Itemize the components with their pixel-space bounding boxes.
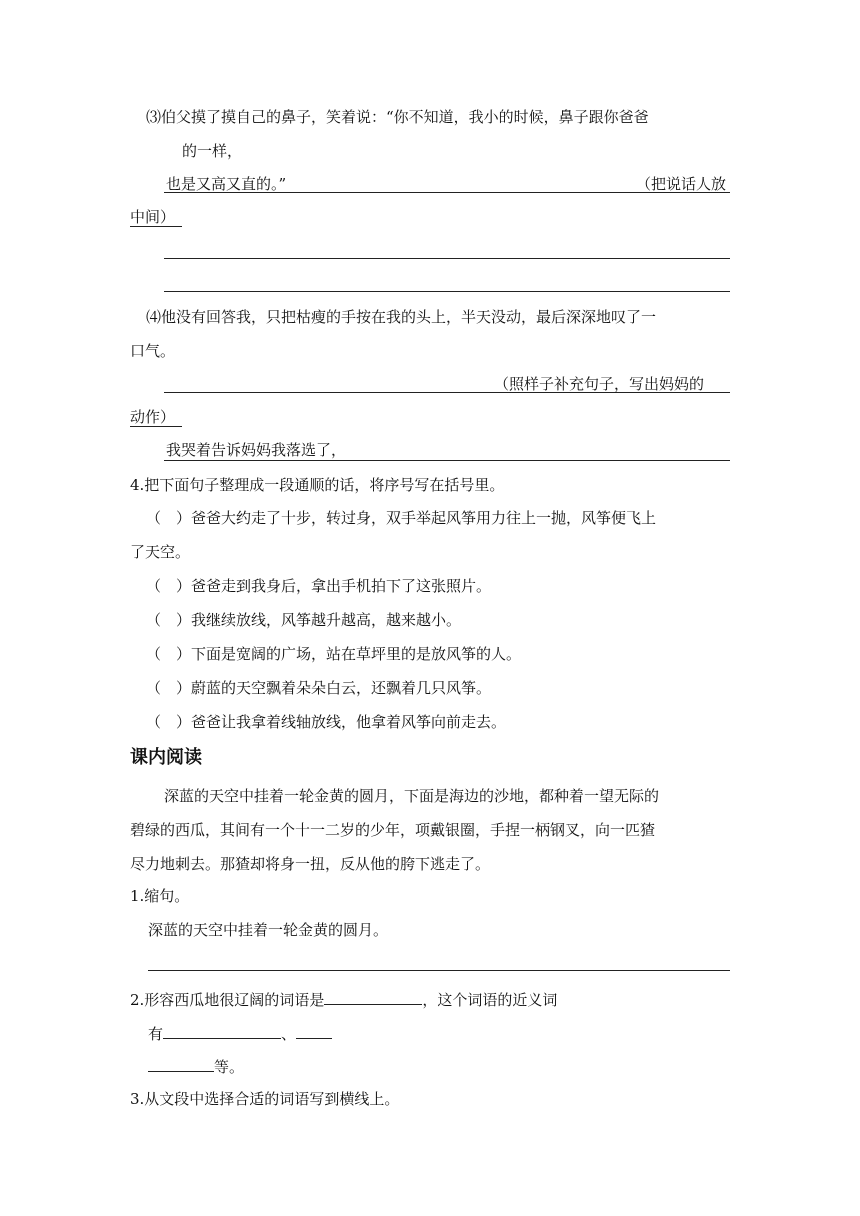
order-text: 爸爸大约走了十步，转过身，双手举起风筝用力往上一抛，风筝便飞上 (191, 509, 657, 527)
order-text: 蔚蓝的天空飘着朵朵白云，还飘着几只风筝。 (191, 679, 492, 697)
order-item[interactable] (146, 678, 491, 698)
reading-q2-part1: 2.形容西瓜地很辽阔的词语是 (130, 991, 325, 1009)
order-text: 爸爸走到我身后，拿出手机拍下了这张照片。 (191, 577, 492, 595)
passage-line2: 碧绿的西瓜，其间有一个十一二岁的少年，项戴银圈，手捏一柄钢叉，向一匹猹 (130, 821, 656, 839)
order-item-continuation: 了天空。 (130, 543, 191, 561)
order-text: 爸爸让我拿着线轴放线，他拿着风筝向前走去。 (191, 713, 507, 731)
reading-q3-title: 3.从文段中选择合适的词语写到横线上。 (130, 1090, 400, 1108)
q3-hint-a: （把说话人放 (636, 175, 727, 193)
fill-blank[interactable] (296, 1022, 332, 1039)
q4-line1: ⑷他没有回答我，只把枯瘦的手按在我的头上，半天没动，最后深深地叹了一 (146, 308, 657, 326)
q3-hint-b: 中间） (130, 208, 176, 226)
order-item[interactable] (146, 576, 491, 596)
answer-line[interactable] (164, 192, 730, 193)
q4-line2: 口气。 (130, 342, 176, 360)
order-bracket[interactable]: （ ） (146, 679, 192, 697)
order-text: 我继续放线，风筝越升越高，越来越小。 (191, 611, 462, 629)
reading-q2-line3 (148, 1055, 244, 1077)
answer-line[interactable] (130, 226, 182, 227)
order-item[interactable] (146, 644, 521, 664)
answer-line[interactable] (164, 258, 730, 259)
section-heading: 课内阅读 (130, 747, 202, 768)
order-bracket[interactable]: （ ） (146, 509, 192, 527)
q3-line1: ⑶伯父摸了摸自己的鼻子，笑着说：“你不知道，我小的时候，鼻子跟你爸爸 (146, 108, 649, 126)
order-bracket[interactable]: （ ） (146, 713, 192, 731)
reading-q2-line2 (148, 1022, 332, 1044)
order-text: 下面是宽阔的广场，站在草坪里的是放风筝的人。 (191, 645, 522, 663)
fill-blank[interactable] (163, 1022, 281, 1039)
answer-line[interactable] (164, 460, 730, 461)
order-bracket[interactable]: （ ） (146, 645, 192, 663)
reading-q2-part2: ，这个词语的近义词 (422, 991, 558, 1009)
reading-q2-prefix: 有 (148, 1025, 164, 1043)
q4-hint-b: 动作） (130, 408, 176, 426)
order-bracket[interactable]: （ ） (146, 577, 192, 595)
reading-q2-end: 等。 (214, 1058, 245, 1076)
order-bracket[interactable]: （ ） (146, 611, 192, 629)
passage-line3: 尽力地刺去。那猹却将身一扭，反从他的胯下逃走了。 (130, 855, 491, 873)
question4-title: 4.把下面句子整理成一段通顺的话，将序号写在括号里。 (130, 476, 505, 494)
answer-line[interactable] (164, 291, 730, 292)
order-item[interactable] (146, 610, 461, 630)
order-item[interactable] (146, 712, 506, 732)
q3-line3: 也是又高又直的。” (166, 175, 287, 193)
reading-q1-title: 1.缩句。 (130, 887, 190, 905)
answer-line[interactable] (130, 426, 182, 427)
q3-line2: 的一样， (182, 142, 243, 160)
q4-line3: 我哭着告诉妈妈我落选了， (166, 441, 347, 459)
reading-q2-sep: 、 (281, 1025, 297, 1043)
fill-blank[interactable] (324, 988, 422, 1005)
q4-hint-a: （照样子补充句子，写出妈妈的 (494, 375, 705, 393)
fill-blank[interactable] (148, 1055, 214, 1072)
reading-q1-sentence: 深蓝的天空中挂着一轮金黄的圆月。 (148, 921, 389, 939)
reading-q2 (130, 988, 557, 1010)
answer-line[interactable] (148, 970, 730, 971)
passage-line1: 深蓝的天空中挂着一轮金黄的圆月，下面是海边的沙地，都种着一望无际的 (164, 787, 660, 805)
order-item[interactable] (146, 508, 656, 528)
